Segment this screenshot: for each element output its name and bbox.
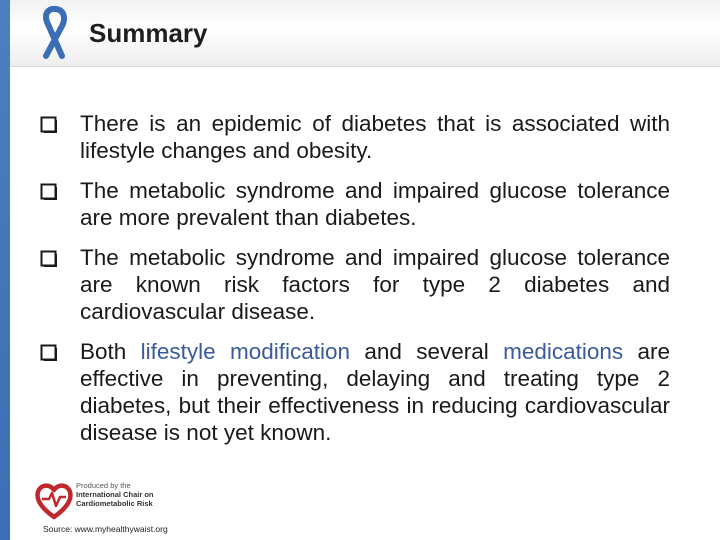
bullet-list	[40, 110, 670, 459]
bullet-text: There is an epidemic of diabetes that is associated with lifestyle changes and obesity.	[80, 111, 670, 163]
bullet-item	[40, 338, 670, 446]
bullet-text: are effective in preventing, delaying and treating type 2 diabetes, but their effectiveness in reducing cardiovascular disease is not yet known.	[80, 339, 670, 445]
logo-line-2: International Chair on	[76, 490, 154, 499]
logo-text	[76, 481, 154, 508]
bullet-text: The metabolic syndrome and impaired glucose tolerance are known risk factors for type 2 diabetes and cardiovascular disease.	[80, 245, 670, 324]
bullet-item	[40, 177, 670, 231]
checkbox-icon	[40, 183, 57, 200]
checkbox-icon	[40, 116, 57, 133]
highlighted-term: lifestyle modification	[140, 339, 351, 364]
bullet-text: Both	[80, 339, 141, 364]
checkbox-icon	[40, 250, 57, 267]
left-accent-bar	[0, 0, 10, 540]
bullet-item	[40, 110, 670, 164]
logo-line-3: Cardiometabolic Risk	[76, 499, 153, 508]
page-title: Summary	[89, 18, 208, 48]
bullet-text: The metabolic syndrome and impaired glucose tolerance are more prevalent than diabetes.	[80, 178, 670, 230]
bullet-item	[40, 244, 670, 325]
bullet-text: and several	[350, 339, 504, 364]
logo-line-1: Produced by the	[76, 481, 131, 490]
header-divider	[10, 66, 720, 67]
source-citation: Source: www.myhealthywaist.org	[43, 524, 168, 534]
highlighted-term: medications	[503, 339, 624, 364]
awareness-ribbon-icon	[32, 4, 76, 60]
checkbox-icon	[40, 344, 57, 361]
